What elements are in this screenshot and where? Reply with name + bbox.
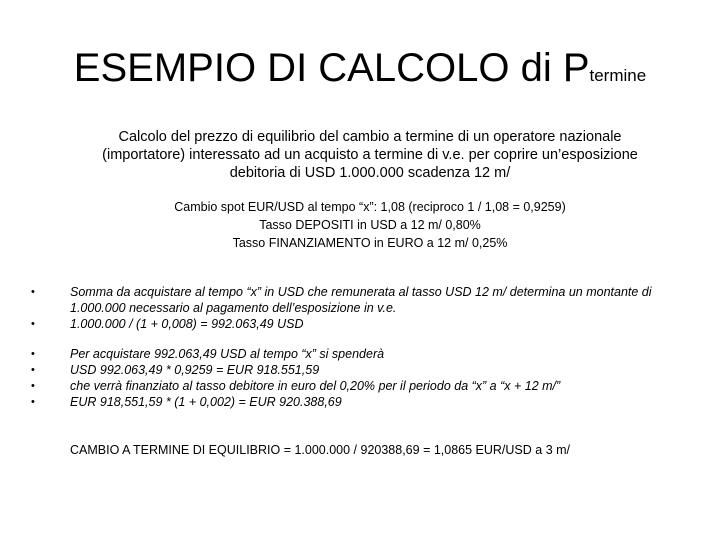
bullet-text: EUR 918,551,59 * (1 + 0,002) = EUR 920.388,69	[70, 395, 342, 409]
intro-paragraph	[60, 128, 680, 182]
intro-line: (importatore) interessato ad un acquisto a termine di v.e. per coprire un’esposizione	[102, 147, 638, 163]
equilibrium-forward-rate-result: CAMBIO A TERMINE DI EQUILIBRIO = 1.000.000 / 920388,69 = 1,0865 EUR/USD a 3 m/	[70, 443, 571, 457]
spacer	[26, 332, 696, 346]
bullet-icon: •	[31, 286, 35, 298]
spot-rate-line: Cambio spot EUR/USD al tempo “x”: 1,08 (reciproco 1 / 1,08 = 0,9259)	[174, 200, 566, 214]
slide-title-main: ESEMPIO DI CALCOLO di P	[73, 46, 590, 90]
bullet-icon: •	[31, 348, 35, 360]
bullet-text: che verrà finanziato al tasso debitore in euro del 0,20% per il periodo da “x” a “x + 12 m/”	[70, 379, 561, 393]
list-item	[26, 394, 696, 410]
rates-block	[60, 198, 680, 252]
bullet-text: 1.000.000 / (1 + 0,008) = 992.063,49 USD	[70, 317, 304, 331]
slide-title-subscript: termine	[589, 66, 647, 85]
bullet-text: USD 992.063,49 * 0,9259 = EUR 918.551,59	[70, 363, 320, 377]
list-item	[26, 362, 696, 378]
bullet-text: Somma da acquistare al tempo “x” in USD che remunerata al tasso USD 12 m/ determina un montante di 1.000.000 necessario al pagamento dell’esposizione in v.e.	[70, 285, 652, 315]
intro-line: Calcolo del prezzo di equilibrio del cambio a termine di un operatore nazionale	[118, 129, 622, 145]
usd-deposit-rate-line: Tasso DEPOSITI in USD a 12 m/ 0,80%	[259, 218, 481, 232]
bullet-text: Per acquistare 992.063,49 USD al tempo “x” si spenderà	[70, 347, 385, 361]
list-item	[26, 316, 696, 332]
list-item	[26, 284, 696, 316]
slide-title	[0, 44, 720, 100]
bullet-icon: •	[31, 318, 35, 330]
calculation-bullets	[26, 284, 696, 410]
bullet-icon: •	[31, 364, 35, 376]
bullet-icon: •	[31, 396, 35, 408]
eur-financing-rate-line: Tasso FINANZIAMENTO in EURO a 12 m/ 0,25%	[232, 236, 508, 250]
list-item	[26, 346, 696, 362]
bullet-icon: •	[31, 380, 35, 392]
list-item	[26, 378, 696, 394]
intro-line: debitoria di USD 1.000.000 scadenza 12 m/	[229, 165, 511, 181]
